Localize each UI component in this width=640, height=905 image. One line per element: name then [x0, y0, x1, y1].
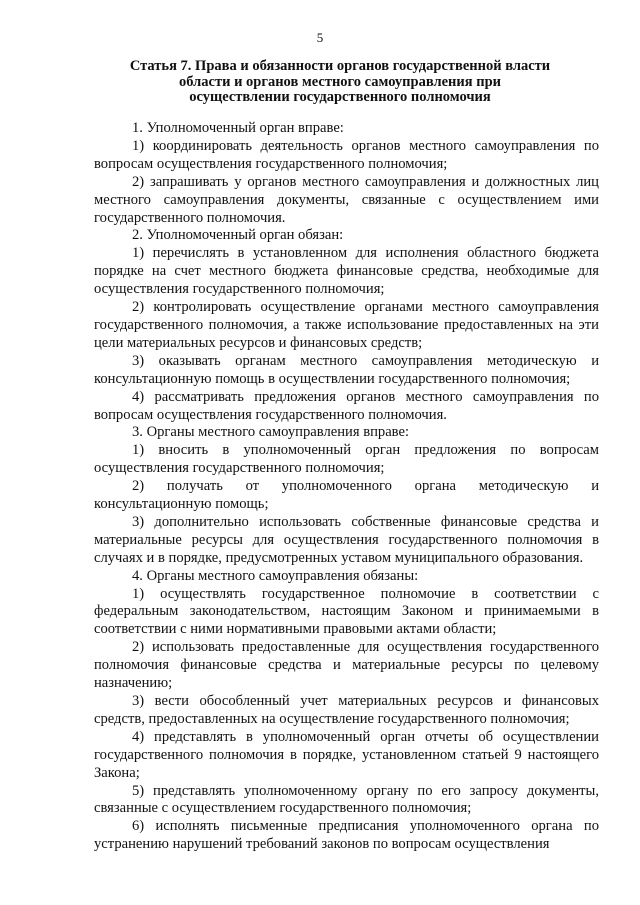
list-item: 2) контролировать осуществление органами местного самоуправления государственного полномочия, а также использование предоставленных на эти цели материальных ресурсов и финансовых средств; [94, 299, 599, 351]
list-item: 2) получать от уполномоченного органа методическую и консультационную помощь; [94, 478, 599, 513]
section-heading: 4. Органы местного самоуправления обязаны: [132, 567, 419, 584]
article-title-line: области и органов местного самоуправления при [179, 73, 501, 90]
list-item: 1) вносить в уполномоченный орган предложения по вопросам осуществления государственного полномочия; [94, 442, 599, 477]
list-item: 2) запрашивать у органов местного самоуправления и должностных лиц местного самоуправления документы, связанные с осуществлением ими государственного полномочия. [94, 173, 599, 226]
article-title [60, 59, 620, 106]
article-body [94, 120, 599, 854]
section-heading: 3. Органы местного самоуправления вправе: [132, 424, 410, 441]
list-item: 6) исполнять письменные предписания уполномоченного органа по устранению нарушений требований законов по вопросам осуществления [94, 818, 599, 853]
list-item: 2) использовать предоставленные для осуществления государственного полномочия финансовые средства и материальные ресурсы по целевому назначению; [94, 639, 599, 692]
list-item: 1) перечислять в установленном для исполнения областного бюджета порядке на счет местного бюджета финансовые средства, необходимые для осуществления государственного полномочия; [94, 245, 599, 298]
list-item: 3) дополнительно использовать собственные финансовые средства и материальные ресурсы для осуществления государственного полномочия в случаях и в порядке, предусмотренных уставом муниципального образования. [94, 513, 599, 566]
list-item: 5) представлять уполномоченному органу по его запросу документы, связанные с осуществлением государственного полномочия; [94, 782, 599, 817]
article-title-line: осуществлении государственного полномочия [189, 89, 491, 105]
list-item: 3) вести обособленный учет материальных ресурсов и финансовых средств, предоставленных на осуществление государственного полномочия; [94, 693, 599, 727]
list-item: 1) осуществлять государственное полномочие в соответствии с федеральным законодательством, настоящим Законом и принимаемыми в соответствии с ними нормативными правовыми актами области; [94, 585, 599, 638]
article-title-line: Статья 7. Права и обязанности органов государственной власти [129, 58, 551, 74]
list-item: 3) оказывать органам местного самоуправления методическую и консультационную помощь в осуществлении государственного полномочия; [94, 352, 599, 387]
page-number: 5 [316, 30, 324, 45]
section-heading: 2. Уполномоченный орган обязан: [132, 227, 344, 244]
list-item: 4) представлять в уполномоченный орган отчеты об осуществлении государственного полномочия в порядке, установленном статьей 9 настоящего Закона; [94, 728, 599, 781]
section-heading: 1. Уполномоченный орган вправе: [132, 120, 344, 136]
list-item: 4) рассматривать предложения органов местного самоуправления по вопросам осуществления государственного полномочия. [94, 388, 599, 423]
list-item: 1) координировать деятельность органов местного самоуправления по вопросам осуществления государственного полномочия; [94, 137, 599, 172]
